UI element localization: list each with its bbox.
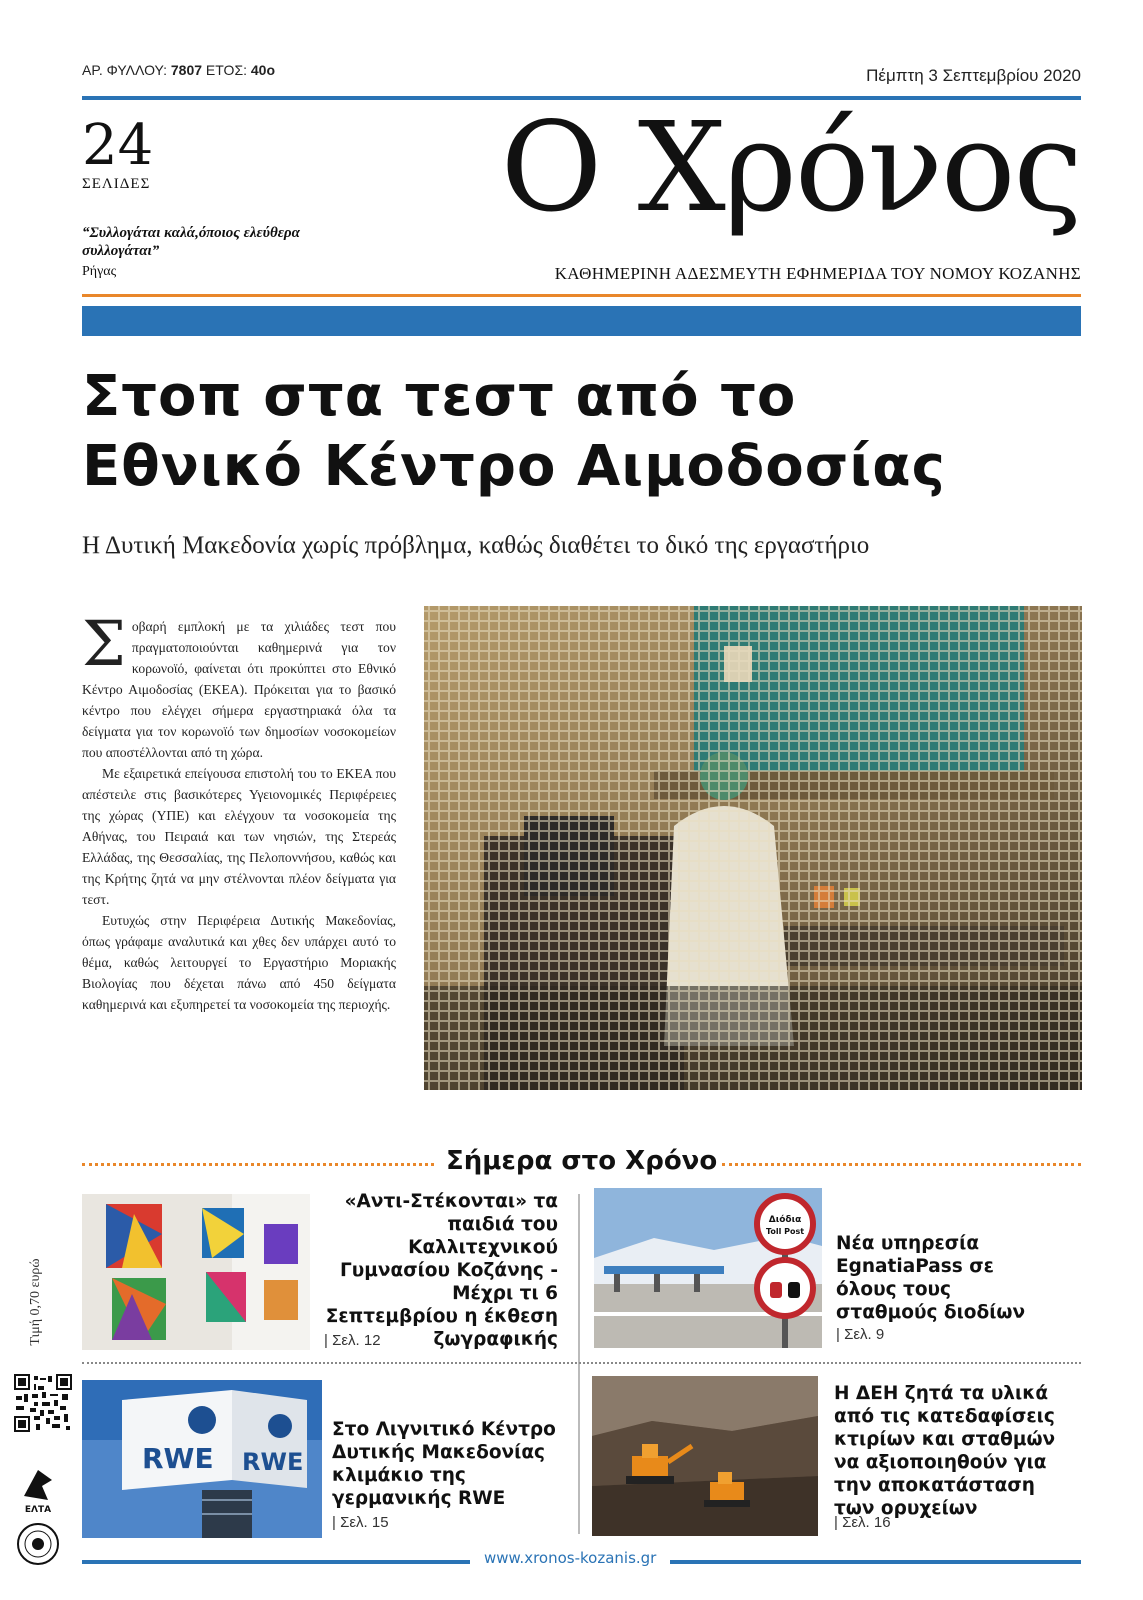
issue-number: 7807 (170, 62, 203, 78)
masthead-title[interactable]: Ο Χρόνος (500, 96, 1081, 240)
publishers-seal-icon (16, 1522, 60, 1566)
article-paragraph: Ευτυχώς στην Περιφέρεια Δυτικής Μακεδονίας, όπως γράφαμε αναλυτικά και χθες δεν υπάρχει αυτό το θέμα, καθώς λειτουργεί το Εργαστήριο Μοριακής Βιολογίας που δέχεται πάνω από 450 δείγματα καθημερινά και εξυπηρετεί τα νοσοκομεία της περιοχής. (82, 913, 396, 1012)
story-1-title[interactable]: «Αντι-Στέκονται» τα παιδιά του Καλλιτεχνικού Γυμνασίου Κοζάνης - Μέχρι τι 6 Σεπτεμβρίου η έκθεση ζωγραφικής (325, 1191, 558, 1350)
issue-label: ΑΡ. ΦΥΛΛΟΥ: (82, 62, 167, 78)
blue-band (82, 306, 1081, 336)
story-2-title[interactable]: Νέα υπηρεσία EgnatiaPass σε όλους τους σταθμούς διοδίων (836, 1233, 1026, 1323)
issue-info (82, 62, 275, 78)
rwe-sign-right: RWE (242, 1448, 304, 1476)
masthead-quote: “Συλλογάται καλά,όποιος ελεύθερα συλλογάται” (82, 225, 300, 259)
section-divider-left (82, 1163, 434, 1166)
story-3-photo[interactable] (82, 1380, 322, 1538)
lead-article (82, 607, 396, 1015)
lead-headline[interactable] (82, 362, 1082, 502)
story-1-page: | Σελ. 12 (324, 1332, 381, 1349)
toll-photo (594, 1188, 822, 1348)
article-paragraph: Με εξαιρετικά επείγουσα επιστολή του το ΕΚΕΑ που απέστειλε στις βασικότερες Υγειονομικές Περιφέρειες της χώρας (ΥΠΕ) και ελέγχουν τα νοσοκομεία της Αθήνας, του Πειραιά και των νησιών, της Στερεάς Ελλάδας, της Θεσσαλίας, της Πελοποννήσου, καθώς και της Κρήτης ζητά να μην στέλνονται πλέον δείγματα για τεστ. (82, 766, 396, 907)
article-paragraph: Σοβαρή εμπλοκή με τα χιλιάδες τεστ που πραγματοποιούνται καθημερινά για τον κορωνοϊό, φαίνεται ότι προκύπτει στο Εθνικό Κέντρο Αιμοδοσίας (ΕΚΕΑ). Πρόκειται για το βασικό κέντρο που ελέγχει σήμερα εργαστηριακά όλα τα δείγματα για τον κορωνοϊό των δημοσίων νοσοκομείων που αποστέλλονται από τη χώρα. (82, 607, 396, 760)
elta-logo-icon (18, 1466, 58, 1514)
dropcap: Σ (82, 607, 126, 680)
year-label: ΕΤΟΣ: (205, 62, 247, 78)
pages-number: 24 (82, 113, 154, 178)
lab-photo[interactable] (424, 606, 1082, 1090)
story-3-title[interactable]: Στο Λιγνιτικό Κέντρο Δυτικής Μακεδονίας κλιμάκιο της γερμανικής RWE (332, 1419, 556, 1509)
section-divider-right (722, 1163, 1081, 1166)
toll-sign-text-1: Διόδια (768, 1215, 802, 1225)
mine-photo (592, 1376, 818, 1536)
story-1-photo[interactable] (82, 1194, 310, 1350)
story-4-title[interactable]: Η ΔΕΗ ζητά τα υλικά από τις κατεδαφίσεις κτιρίων και σταθμών να αξιοποιηθούν για την αποκατάσταση των ορυχείων (834, 1383, 1056, 1519)
column-divider (578, 1194, 580, 1534)
quote-author: Ρήγας (82, 264, 117, 279)
story-3-page: | Σελ. 15 (332, 1514, 389, 1531)
section-title: Σήμερα στο Χρόνο (446, 1146, 718, 1176)
lead-subhead: Η Δυτική Μακεδονία χωρίς πρόβλημα, καθώς διαθέτει το δικό της εργαστήριο (82, 532, 870, 559)
rwe-sign-left: RWE (142, 1442, 214, 1475)
orange-rule (82, 294, 1081, 297)
price-label: Τιμή 0,70 ευρώ (28, 1258, 43, 1346)
website-link[interactable]: www.xronos-kozanis.gr (470, 1549, 670, 1567)
masthead-tagline: ΚΑΘΗΜΕΡΙΝΗ ΑΔΕΣΜΕΥΤΗ ΕΦΗΜΕΡΙΔΑ ΤΟΥ ΝΟΜΟΥ ΚΟΖΑΝΗΣ (554, 264, 1081, 283)
story-2-photo[interactable] (594, 1188, 822, 1348)
issue-date: Πέμπτη 3 Σεπτεμβρίου 2020 (866, 66, 1081, 85)
rwe-photo (82, 1380, 322, 1538)
story-4-page: | Σελ. 16 (834, 1514, 891, 1531)
story-4-photo[interactable] (592, 1376, 818, 1536)
paintings-photo (82, 1194, 310, 1350)
elta-text: ΕΛΤΑ (24, 1505, 52, 1514)
qr-code-icon[interactable] (14, 1374, 72, 1432)
toll-sign-text-2: Toll Post (765, 1227, 805, 1236)
headline-line-1: Στοπ στα τεστ από το (82, 364, 797, 429)
headline-line-2: Εθνικό Κέντρο Αιμοδοσίας (82, 434, 946, 499)
pages-label: ΣΕΛΙΔΕΣ (82, 176, 151, 192)
story-2-page: | Σελ. 9 (836, 1326, 885, 1343)
lab-photo-illustration (424, 606, 1082, 1090)
row-divider (82, 1362, 1081, 1364)
year-value: 40ο (250, 62, 276, 78)
